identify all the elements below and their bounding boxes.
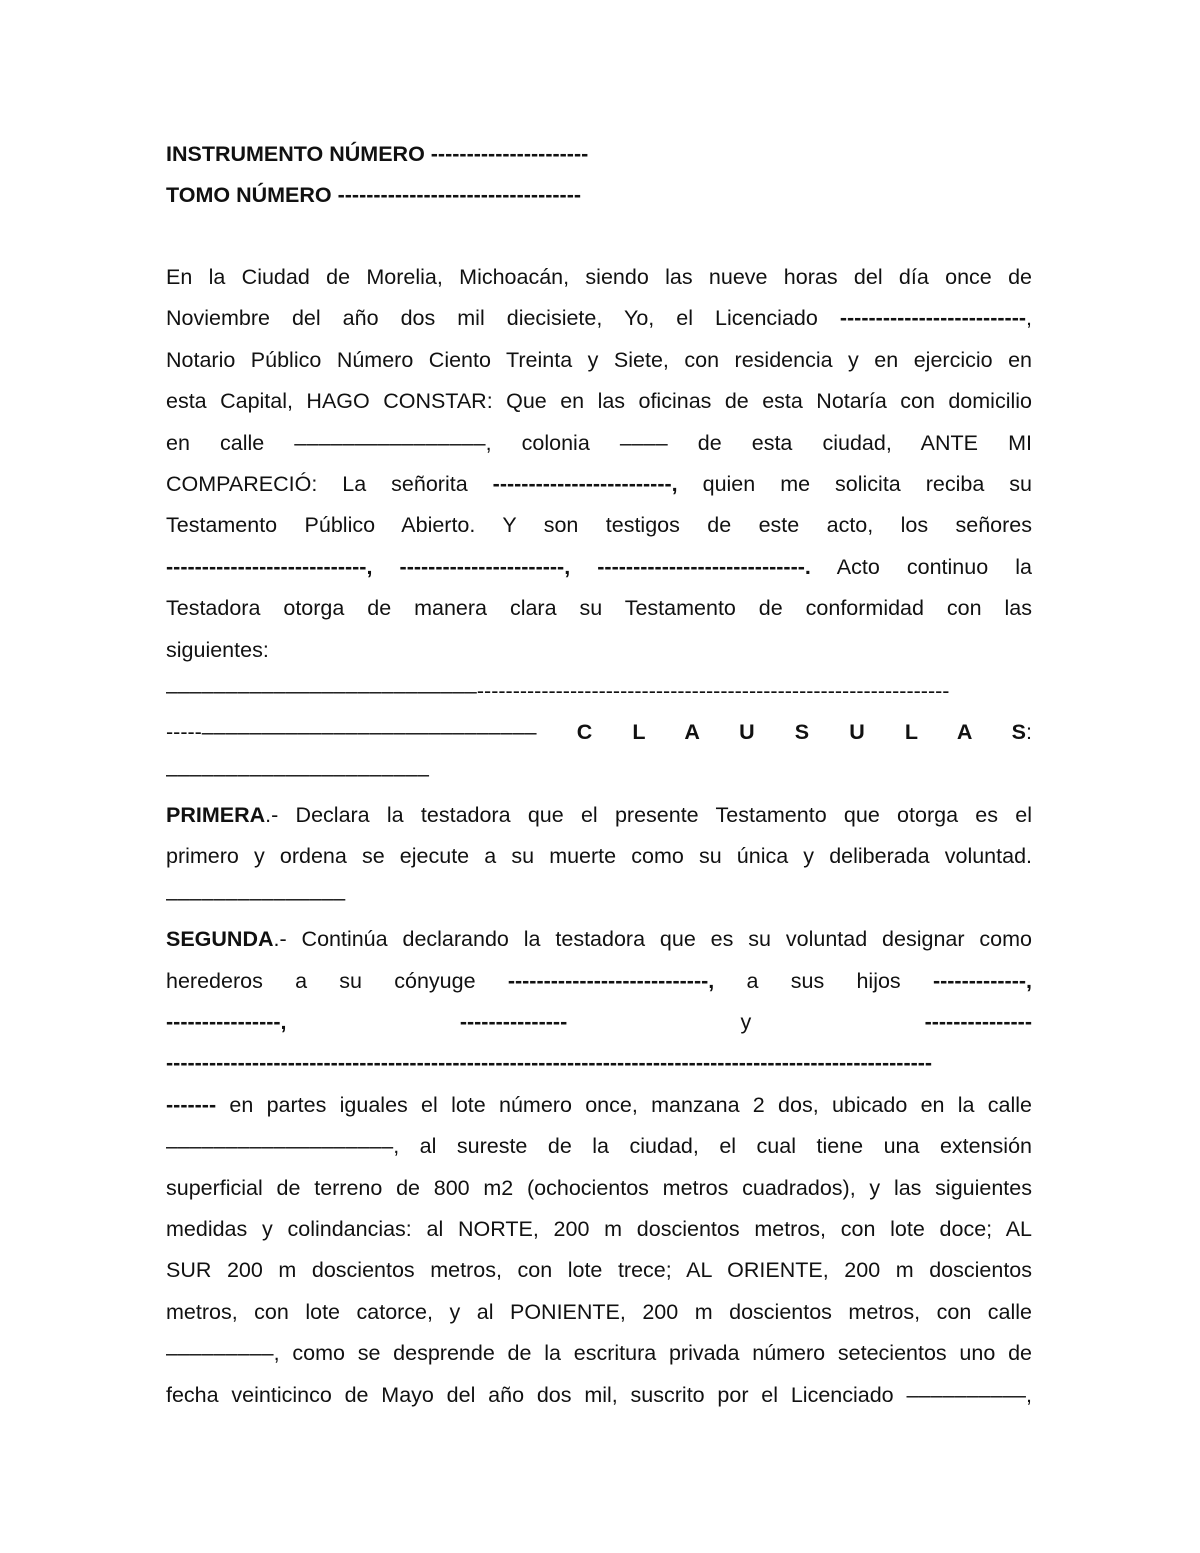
text-line: ––––––––––––––– xyxy=(166,885,346,910)
text-line: fecha veinticinco de Mayo del año dos mil, suscrito por el Licenciado ––––––––––, xyxy=(166,1382,1032,1407)
text-line xyxy=(166,464,1032,505)
text-line: En la Ciudad de Morelia, Michoacán, siendo las nueve horas del día once de xyxy=(166,265,1032,289)
text-span: COMPARECIÓ: La señorita xyxy=(166,471,493,496)
text-line: SUR 200 m doscientos metros, con lote trece; AL ORIENTE, 200 m doscientos xyxy=(166,1258,1032,1283)
text-line xyxy=(166,298,1032,339)
text-span: quien me solicita reciba su xyxy=(677,471,1032,496)
dash-line: ----------------------------------------------------------------------------------------------------------- xyxy=(166,1051,933,1076)
spouse-name-blank: ----------------------------, xyxy=(507,968,715,993)
text-span: .- Declara la testadora que el presente Testamento que otorga es el xyxy=(265,803,1032,828)
clause-label: SEGUNDA xyxy=(166,927,274,952)
separator-line: –––––––––––––––––––––– xyxy=(166,761,430,786)
text-span: y xyxy=(567,1010,925,1035)
text-span: Acto continuo la xyxy=(810,554,1032,579)
text-line: siguientes: xyxy=(166,637,269,662)
text-span: herederos a su cónyuge xyxy=(166,968,508,993)
instrument-number-heading: INSTRUMENTO NÚMERO ---------------------- xyxy=(166,142,589,166)
text-line: Testadora otorga de manera clara su Testamento de conformidad con las xyxy=(166,596,1032,621)
text-line xyxy=(166,795,1032,836)
text-line xyxy=(166,1085,1032,1126)
text-span: : xyxy=(1026,720,1032,745)
text-line: primero y ordena se ejecute a su muerte como su única y deliberada voluntad. xyxy=(166,844,1032,869)
clauses-heading: C L A U S U L A S xyxy=(576,720,1027,745)
testator-name-blank: -------------------------, xyxy=(492,471,678,496)
tome-number-heading: TOMO NÚMERO ---------------------------------- xyxy=(166,183,582,207)
text-line: –––––––––, como se desprende de la escritura privada número setecientos uno de xyxy=(166,1341,1032,1366)
clauses-heading-line xyxy=(166,712,1032,753)
child-name-blank: --------------- xyxy=(459,1010,568,1035)
text-span: Noviembre del año dos mil diecisiete, Yo, el Licenciado xyxy=(166,306,840,331)
clauses-separator xyxy=(166,671,1032,795)
dash-blank: ------- xyxy=(166,1092,217,1117)
text-line xyxy=(166,919,1032,960)
text-line: medidas y colindancias: al NORTE, 200 m doscientos metros, con lote doce; AL xyxy=(166,1216,1032,1241)
separator-line: ––––––––––––––––––––––––––------------------------------------------------------------------ xyxy=(166,678,950,703)
text-line: en calle ––––––––––––––––, colonia –––– de esta ciudad, ANTE MI xyxy=(166,430,1032,455)
text-line xyxy=(166,547,1032,588)
document-page xyxy=(166,134,1032,1416)
text-span: en partes iguales el lote número once, manzana 2 dos, ubicado en la calle xyxy=(216,1092,1032,1117)
text-span: .- Continúa declarando la testadora que es su voluntad designar como xyxy=(273,927,1032,952)
text-span: a sus hijos xyxy=(714,968,933,993)
child-name-blank: --------------- xyxy=(924,1010,1032,1035)
child-name-blank: -------------, xyxy=(932,968,1032,993)
text-line xyxy=(166,1002,1032,1043)
text-line xyxy=(166,961,1032,1002)
clause-first xyxy=(166,795,1032,919)
clause-label: PRIMERA xyxy=(166,803,266,828)
text-line: Notario Público Número Ciento Treinta y Siete, con residencia y en ejercicio en xyxy=(166,347,1032,372)
witness-names-blank: ----------------------------, -----------------------, -----------------------------. xyxy=(166,554,811,579)
text-line: Testamento Público Abierto. Y son testigos de este acto, los señores xyxy=(166,513,1032,538)
spacer xyxy=(166,216,1032,257)
text-span: -----–––––––––––––––––––––––––––– xyxy=(166,720,577,745)
intro-paragraph xyxy=(166,257,1032,671)
text-line: metros, con lote catorce, y al PONIENTE, 200 m doscientos metros, con calle xyxy=(166,1299,1032,1324)
text-span: , xyxy=(1026,306,1032,331)
text-line: –––––––––––––––––––, al sureste de la ciudad, el cual tiene una extensión xyxy=(166,1134,1032,1159)
text-line: esta Capital, HAGO CONSTAR: Que en las oficinas de esta Notaría con domicilio xyxy=(166,389,1032,414)
clause-second xyxy=(166,919,1032,1416)
text-line: superficial de terreno de 800 m2 (ochocientos metros cuadrados), y las siguientes xyxy=(166,1175,1032,1200)
child-name-blank: ----------------, xyxy=(166,1010,460,1035)
notary-name-blank: -------------------------- xyxy=(839,306,1027,331)
